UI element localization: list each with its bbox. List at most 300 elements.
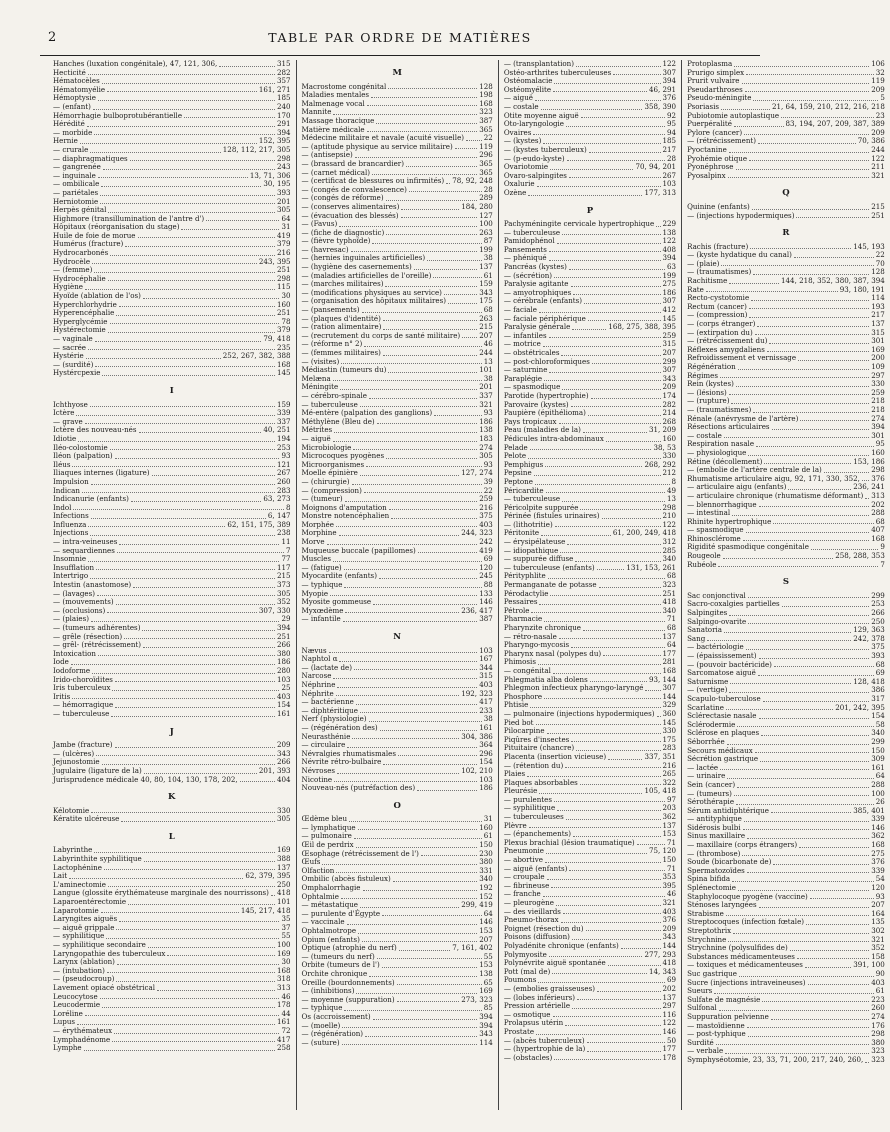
entry-term: Parovaire (kystes) [503, 399, 569, 409]
entry-term: Médiastin (tumeurs du) [301, 365, 387, 375]
leader-dots [707, 640, 851, 641]
entry-term: Hernie [53, 136, 78, 146]
leader-dots [108, 212, 275, 213]
leader-dots [543, 346, 661, 347]
leader-dots [351, 251, 478, 252]
entry-page-numbers: 119 [479, 141, 493, 151]
entry-term: Sang [687, 633, 706, 643]
entry-page-numbers: 37 [281, 922, 291, 932]
entry-term: Sulfate de magnésie [687, 994, 761, 1004]
entry-page-numbers: 250 [871, 616, 885, 626]
leader-dots [94, 134, 275, 135]
leader-dots [434, 415, 482, 416]
entry-page-numbers: 152 [479, 891, 493, 901]
entry-term: Optique (atrophie du nerf) [301, 943, 397, 953]
entry-term: Pyosalpinx [687, 170, 726, 180]
leader-dots [759, 506, 870, 507]
entry-page-numbers: 7 [285, 545, 291, 555]
leader-dots [94, 272, 275, 273]
entry-page-numbers: 23 [875, 110, 885, 120]
entry-term: Méthylène (Bleu de) [301, 416, 375, 426]
leader-dots [102, 83, 275, 84]
entry-page-numbers: 64 [875, 771, 885, 781]
entry-term: — (marches militaires) [301, 279, 384, 289]
leader-dots [364, 346, 481, 347]
leader-dots [562, 234, 660, 235]
entry-page-numbers: 395 [662, 880, 677, 890]
entry-page-numbers: 283 [662, 743, 677, 753]
entry-page-numbers: 192 [479, 883, 493, 893]
entry-page-numbers: 394 [479, 1011, 493, 1021]
entry-page-numbers: 242 [479, 537, 493, 547]
leader-dots [110, 449, 275, 450]
leader-dots [797, 958, 869, 959]
leader-dots [559, 423, 661, 424]
index-entry [687, 552, 885, 561]
leader-dots [379, 578, 477, 579]
entry-page-numbers: 35 [281, 914, 291, 924]
entry-term: Pérityphlite [503, 571, 546, 581]
entry-page-numbers: 315 [662, 339, 677, 349]
entry-page-numbers: 31 [281, 222, 291, 232]
leader-dots [466, 140, 482, 141]
leader-dots [77, 1024, 275, 1025]
leader-dots [341, 898, 477, 899]
entry-page-numbers: 305 [276, 205, 291, 215]
entry-page-numbers: 14, 343 [648, 966, 677, 976]
entry-page-numbers: 201 [479, 382, 493, 392]
entry-term: Strabisme [687, 908, 724, 918]
entry-page-numbers: 168 [871, 533, 885, 543]
entry-page-numbers: 214 [662, 408, 677, 418]
leader-dots [587, 1051, 660, 1052]
leader-dots [337, 773, 459, 774]
entry-page-numbers: 68 [875, 659, 885, 669]
entry-term: — cérébrale (enfants) [503, 296, 583, 306]
entry-term: Lavement opiacé obstétrical [53, 982, 155, 992]
entry-term: Olfaction [301, 865, 335, 875]
entry-term: Poignet (résection du) [503, 923, 584, 933]
entry-page-numbers: 275 [662, 279, 677, 289]
index-entry [302, 581, 493, 590]
leader-dots [798, 360, 869, 361]
leader-dots [91, 518, 266, 519]
entry-term: — congénital [503, 665, 551, 675]
leader-dots [569, 870, 665, 871]
entry-term: — grave [53, 416, 83, 426]
index-entry [53, 1001, 291, 1010]
leader-dots [608, 965, 661, 966]
entry-term: Prurigo simplex [687, 67, 745, 77]
entry-page-numbers: 242, 378 [853, 633, 885, 643]
leader-dots [718, 566, 878, 567]
entry-term: — costale [687, 430, 722, 440]
leader-dots [365, 1036, 477, 1037]
leader-dots [554, 801, 665, 802]
leader-dots [87, 126, 275, 127]
entry-term: Plexus brachial (lésion traumatique) [503, 837, 635, 847]
entry-term: — typhique [301, 1003, 343, 1013]
entry-page-numbers: 32 [875, 67, 885, 77]
entry-term: Substances médicamenteuses [687, 951, 795, 961]
entry-term: — (fatigue) [301, 562, 342, 572]
leader-dots [401, 209, 459, 210]
leader-dots [731, 403, 869, 404]
entry-term: Ovariotomie [503, 162, 549, 172]
entry-page-numbers: 144 [662, 940, 677, 950]
entry-page-numbers: 358, 390 [644, 101, 677, 111]
entry-term: Rougeole [687, 551, 721, 561]
leader-dots [745, 91, 870, 92]
entry-term: Plaques absorbables [503, 777, 578, 787]
entry-page-numbers: 199 [662, 270, 677, 280]
entry-term: Sac conjonctival [687, 590, 746, 600]
entry-term: Microcoques pyogènes [301, 451, 385, 461]
entry-page-numbers: 339 [871, 865, 885, 875]
leader-dots [752, 209, 869, 210]
entry-page-numbers: 209 [871, 84, 885, 94]
leader-dots [362, 941, 477, 942]
leader-dots [729, 283, 779, 284]
entry-term: Orbite (tumeurs de l') [301, 960, 380, 970]
leader-dots [549, 251, 661, 252]
entry-page-numbers: 251 [276, 631, 291, 641]
leader-dots [334, 432, 477, 433]
leader-dots [358, 829, 478, 830]
entry-page-numbers: 387 [479, 115, 493, 125]
leader-dots [714, 993, 874, 994]
entry-term: — antityphique [687, 814, 742, 824]
entry-term: Prostate [503, 1026, 535, 1036]
entry-page-numbers: 258 [276, 1043, 291, 1053]
entry-term: Sérothérapie [687, 797, 735, 807]
entry-term: Humérus (fracture) [53, 239, 124, 249]
entry-page-numbers: 128, 112, 217, 305 [222, 144, 291, 154]
entry-term: — (havresac) [301, 244, 349, 254]
index-entry [504, 693, 676, 702]
leader-dots [559, 638, 661, 639]
entry-term: — (plaies) [53, 614, 90, 624]
entry-term: Pyonéphrose [687, 162, 734, 172]
entry-term: Rétine (décollement) [687, 456, 763, 466]
entry-page-numbers: 417 [276, 1034, 291, 1044]
entry-term: Pilocarpine [503, 726, 545, 736]
entry-term: Monstre notencéphalien [301, 511, 390, 521]
entry-term: Hérédité [53, 119, 85, 129]
leader-dots [742, 855, 869, 856]
leader-dots [98, 655, 275, 656]
leader-dots [810, 898, 874, 899]
entry-term: — (modifications physiques au service) [301, 287, 442, 297]
entry-term: — intestinal [687, 508, 731, 518]
leader-dots [344, 569, 478, 570]
entry-page-numbers: 61 [875, 986, 885, 996]
entry-term: Myopie [301, 588, 329, 598]
entry-page-numbers: 114 [479, 1037, 493, 1047]
entry-term: Œdème bleu [301, 814, 348, 824]
entry-term: Œufs [301, 857, 321, 867]
entry-term: Phtisie [503, 700, 529, 710]
entry-page-numbers: 122 [662, 59, 677, 68]
entry-page-numbers: 282 [276, 67, 291, 77]
entry-page-numbers: 403 [276, 691, 291, 701]
leader-dots [730, 683, 851, 684]
entry-page-numbers: 39 [483, 476, 493, 486]
entry-term: Opium (enfants) [301, 934, 360, 944]
leader-dots [333, 380, 482, 381]
entry-term: Leucocytose [53, 991, 98, 1001]
entry-page-numbers: 185 [662, 136, 677, 146]
leader-dots [102, 1007, 275, 1008]
leader-dots [421, 855, 477, 856]
index-entry [687, 561, 885, 570]
leader-dots [377, 958, 482, 959]
entry-term: Hanches (luxation congénitale), 47, 121, 306, [53, 59, 218, 68]
leader-dots [336, 526, 477, 527]
entry-term: — (épaississement) [687, 651, 757, 660]
entry-term: — (pseudocroup) [53, 974, 115, 984]
leader-dots [608, 759, 642, 760]
entry-term: — (certificat de blessures ou infirmités) [301, 176, 445, 186]
entry-page-numbers: 145 [276, 368, 291, 378]
entry-page-numbers: 83, 194, 207, 209, 387, 389 [785, 119, 885, 129]
leader-dots [398, 755, 477, 756]
leader-dots [388, 88, 477, 89]
leader-dots [756, 446, 874, 447]
leader-dots [116, 604, 275, 605]
entry-page-numbers: 169 [871, 344, 885, 354]
leader-dots [571, 741, 660, 742]
entry-page-numbers: 321 [662, 898, 677, 907]
entry-term: — (congés de réforme) [301, 193, 384, 203]
leader-dots [360, 406, 477, 407]
entry-term: Pessaires [503, 597, 538, 607]
entry-term: — (rétention du) [503, 760, 564, 770]
entry-page-numbers: 145 [662, 313, 677, 323]
leader-dots [339, 226, 477, 227]
entry-page-numbers: 202 [662, 983, 677, 993]
leader-dots [397, 1001, 460, 1002]
entry-page-numbers: 419 [276, 230, 291, 240]
entry-page-numbers: 244, 323 [461, 528, 493, 538]
entry-term: Salpingites [687, 608, 728, 618]
entry-page-numbers: 22 [875, 250, 885, 260]
entry-term: Oreille (bourdonnements) [301, 977, 395, 987]
entry-term: Hydrocarbonés [53, 248, 109, 258]
entry-page-numbers: 321 [871, 170, 885, 180]
entry-term: Maladies mentales [301, 90, 370, 100]
entry-term: Otite moyenne aiguë [503, 110, 579, 120]
index-entry [53, 1010, 291, 1019]
leader-dots [589, 152, 661, 153]
entry-term: Puerpéralité [687, 119, 732, 129]
entry-term: Jugulaire (ligature de la) [53, 765, 142, 775]
leader-dots [342, 1044, 478, 1045]
entry-term: Pachyméningite cervicale hypertrophique [503, 219, 655, 229]
entry-page-numbers: 418 [662, 597, 677, 607]
entry-page-numbers: 174 [662, 390, 677, 400]
leader-dots [138, 237, 275, 238]
leader-dots [399, 950, 450, 951]
entry-page-numbers: 93 [281, 451, 291, 461]
entry-page-numbers: 127, 274 [461, 468, 493, 478]
entry-page-numbers: 105, 418 [644, 786, 677, 796]
leader-dots [143, 647, 275, 648]
leader-dots [732, 881, 874, 882]
entry-page-numbers: 210 [662, 511, 677, 521]
entry-term: Lupus [53, 1017, 76, 1027]
entry-term: Pituitaire (chancre) [503, 743, 575, 753]
entry-page-numbers: 274 [871, 413, 885, 423]
entry-term: — syphilitique secondaire [53, 940, 146, 949]
entry-page-numbers: 177 [662, 1044, 677, 1054]
leader-dots [116, 981, 275, 982]
entry-term: — (inhibitions) [301, 986, 355, 996]
leader-dots [152, 475, 275, 476]
entry-term: Saturnisme [687, 676, 729, 686]
leader-dots [336, 695, 459, 696]
index-entry [687, 1056, 885, 1065]
entry-term: — (vertige) [687, 685, 728, 695]
leader-dots [382, 967, 477, 968]
entry-page-numbers: 79, 418 [263, 334, 291, 343]
entry-term: — post-typhique [687, 1029, 746, 1039]
leader-dots [69, 878, 243, 879]
entry-page-numbers: 145, 193 [853, 241, 885, 251]
entry-term: — (ration alimentaire) [301, 322, 382, 332]
entry-term: Placenta (insertion vicieuse) [503, 751, 607, 761]
index-entry [504, 813, 676, 822]
section-letter: S [782, 577, 790, 588]
entry-term: Poisons (diffusion) [503, 932, 570, 942]
entry-term: Labyrinthe [53, 845, 93, 855]
leader-dots [143, 298, 280, 299]
entry-page-numbers: 307 [662, 683, 677, 693]
index-entry [53, 547, 291, 556]
entry-term: — spasmodique [503, 382, 561, 392]
leader-dots [373, 604, 477, 605]
entry-term: Pylore (cancer) [687, 127, 743, 137]
entry-page-numbers: 296 [479, 748, 493, 758]
leader-dots [455, 148, 478, 149]
leader-dots [572, 939, 661, 940]
entry-page-numbers: 280 [276, 665, 291, 675]
leader-dots [764, 463, 851, 464]
entry-page-numbers: 29 [281, 614, 291, 624]
entry-page-numbers: 186 [276, 657, 291, 667]
entry-page-numbers: 212 [662, 468, 677, 478]
leader-dots [544, 380, 660, 381]
entry-page-numbers: 394 [276, 127, 291, 137]
entry-term: Mannite [301, 107, 332, 117]
entry-page-numbers: 31, 209 [648, 425, 677, 435]
entry-page-numbers: 122 [662, 236, 677, 246]
entry-term: Muqueuse buccale (papillomes) [301, 545, 416, 555]
leader-dots [364, 492, 482, 493]
leader-dots [541, 535, 611, 536]
entry-term: — croupale [503, 872, 545, 882]
entry-page-numbers: 304, 386 [461, 731, 493, 741]
entry-page-numbers: 146 [479, 917, 493, 927]
entry-page-numbers: 50 [667, 1035, 677, 1045]
entry-term: Nævus [301, 645, 327, 655]
entry-page-numbers: 183 [479, 433, 493, 443]
leader-dots [527, 776, 660, 777]
leader-dots [219, 66, 275, 67]
leader-dots [550, 595, 660, 596]
entry-term: — tuberculeuse [503, 227, 561, 237]
entry-page-numbers: 321 [871, 934, 885, 944]
entry-page-numbers: 283 [276, 485, 291, 495]
entry-term: — (rétrécissement du) [687, 336, 768, 346]
entry-term: Pyoctanine [687, 144, 727, 154]
entry-term: — (conserves alimentaires) [301, 201, 400, 211]
entry-page-numbers: 150 [479, 840, 493, 850]
entry-term: Oxalurie [503, 179, 535, 189]
leader-dots [360, 475, 459, 476]
entry-term: Prurit vulvaire [687, 76, 740, 86]
leader-dots [759, 907, 870, 908]
entry-term: — (obstacles) [503, 1052, 553, 1062]
entry-page-numbers: 376 [662, 915, 677, 925]
leader-dots [93, 109, 275, 110]
entry-page-numbers: 217 [662, 144, 677, 154]
entry-page-numbers: 137 [662, 992, 677, 1002]
leader-dots [720, 769, 869, 770]
entry-term: — (compression) [301, 485, 362, 495]
leader-dots [119, 544, 279, 545]
index-entry [53, 564, 291, 573]
leader-dots [747, 872, 869, 873]
entry-term: — (hernies inguinales artificielles) [301, 253, 426, 263]
entry-page-numbers: 251 [276, 308, 291, 318]
entry-term: Résections articulaires [687, 422, 770, 432]
entry-term: Streptothrix [687, 926, 732, 935]
entry-page-numbers: 7, 161, 402 [452, 943, 493, 953]
index-entry [687, 1030, 885, 1039]
entry-page-numbers: 343 [276, 748, 291, 758]
entry-term: — tuberculeuse [53, 708, 110, 718]
entry-term: Hydrocèle [53, 256, 91, 266]
entry-term: Réflexes amygdaliens [687, 344, 765, 354]
entry-term: Sclérectasie nasale [687, 711, 757, 721]
leader-dots [729, 152, 870, 153]
entry-page-numbers: 393 [276, 187, 291, 197]
leader-dots [563, 913, 661, 914]
entry-term: Quinine (enfants) [687, 201, 750, 211]
leader-dots [352, 484, 482, 485]
entry-term: — mastoïdienne [687, 1020, 745, 1030]
leader-dots [808, 984, 870, 985]
leader-dots [107, 612, 257, 613]
entry-term: Pyohémie otique [687, 153, 748, 163]
leader-dots [726, 709, 833, 710]
running-title: TABLE PAR ORDRE DE MATIÈRES [268, 30, 532, 45]
entry-term: Pelote [503, 451, 527, 461]
entry-term: Sarcomatose aiguë [687, 668, 756, 678]
entry-page-numbers: 394 [276, 623, 291, 632]
index-entry [53, 426, 291, 435]
entry-page-numbers: 65 [483, 977, 493, 987]
leader-dots [706, 291, 838, 292]
entry-page-numbers: 46 [281, 991, 291, 1001]
leader-dots [545, 466, 642, 467]
leader-dots [763, 701, 870, 702]
entry-page-numbers: 340 [479, 874, 493, 884]
leader-dots [581, 117, 665, 118]
entry-term: Iritis [53, 691, 71, 701]
leader-dots [130, 160, 275, 161]
